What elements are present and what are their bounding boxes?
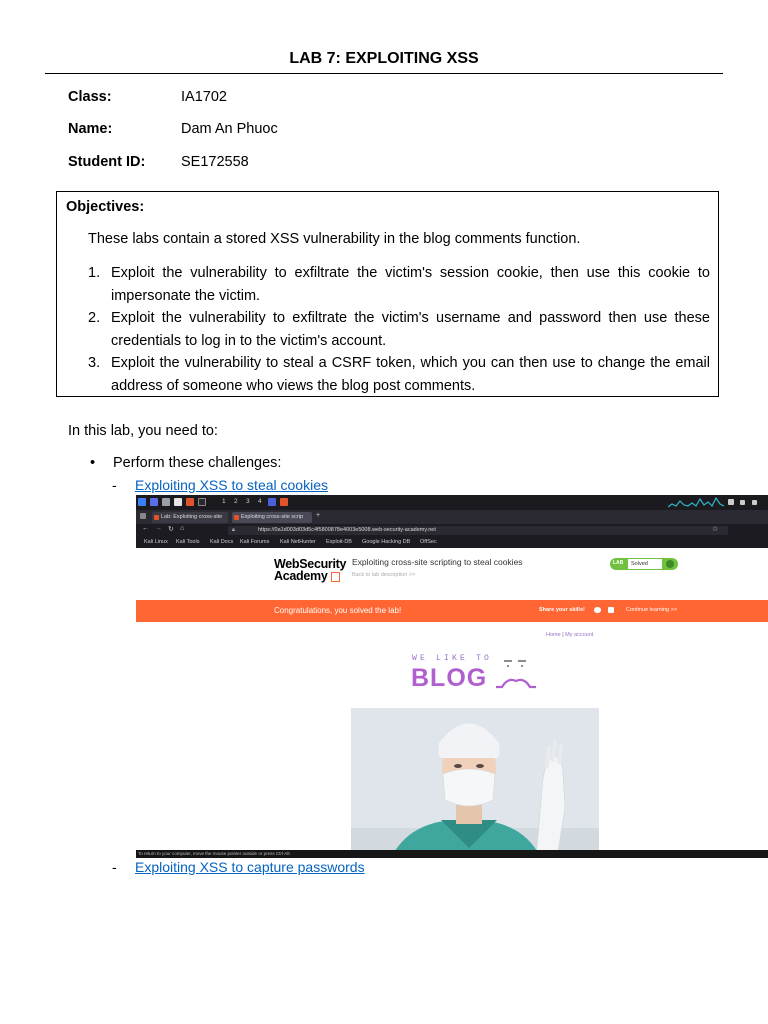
vm-status-hint: To return to your computer, move the mouse pointer outside or press Ctrl-Alt. xyxy=(136,850,768,858)
lab-screenshot xyxy=(136,495,768,858)
back-to-description-link[interactable]: Back to lab description >> xyxy=(352,572,416,578)
firefox-task-icon[interactable] xyxy=(280,498,288,506)
site-nav xyxy=(546,632,593,638)
tab-label: Lab: Exploiting cross-site xyxy=(161,514,223,520)
tab-list-icon[interactable] xyxy=(140,513,146,519)
bookmark-google-hacking-db[interactable]: Google Hacking DB xyxy=(362,539,411,545)
objectives-list xyxy=(88,262,710,397)
nav-my-account-link[interactable]: My account xyxy=(565,632,594,638)
lock-icon: 🔒︎ xyxy=(232,527,235,533)
blog-wordmark: BLOG xyxy=(411,664,488,692)
info-value: IA1702 xyxy=(181,89,227,105)
objective-text: Exploit the vulnerability to steal a CSRF token, which you can then use to change the email address of someone who views the blog post comments. xyxy=(111,355,710,394)
browser-tab-bar xyxy=(136,510,768,524)
blog-post-image xyxy=(351,708,599,858)
logo-line2 xyxy=(274,570,346,582)
dash-marker: - xyxy=(112,477,117,493)
power-icon[interactable] xyxy=(752,500,757,505)
forward-icon[interactable]: → xyxy=(155,525,162,532)
congrats-banner xyxy=(136,600,768,622)
kali-menu-icon[interactable] xyxy=(138,498,146,506)
bookmark-offsec[interactable]: OffSec xyxy=(420,539,437,545)
terminal-icon[interactable] xyxy=(198,498,206,506)
linkedin-icon[interactable] xyxy=(608,607,614,613)
academy-bolt-icon xyxy=(331,572,340,582)
firefox-icon[interactable] xyxy=(186,498,194,506)
title-divider xyxy=(45,73,723,74)
bookmarks-bar xyxy=(136,537,768,548)
congrats-message: Congratulations, you solved the lab! xyxy=(274,606,402,615)
home-icon[interactable]: ⌂ xyxy=(180,525,185,532)
burp-icon[interactable] xyxy=(268,498,276,506)
bookmark-star-icon[interactable]: ☆ xyxy=(712,526,719,533)
blog-face-icon xyxy=(494,659,538,693)
objective-text: Exploit the vulnerability to exfiltrate the victim's username and password then use these credentials to log in to the victim's account. xyxy=(111,310,710,349)
info-key: Class: xyxy=(68,89,112,105)
objective-number: 2. xyxy=(88,310,101,326)
objectives-intro: These labs contain a stored XSS vulnerability in the blog comments function. xyxy=(88,231,581,247)
bookmark-kali-tools[interactable]: Kali Tools xyxy=(176,539,200,545)
lab-status-badge xyxy=(610,558,678,570)
back-icon[interactable]: ← xyxy=(142,525,149,532)
browser-nav-bar xyxy=(136,524,768,537)
tab-exploit[interactable] xyxy=(232,512,312,523)
bullet-text: Perform these challenges: xyxy=(113,455,282,471)
flask-icon xyxy=(666,560,674,568)
objectives-box xyxy=(56,191,719,397)
bookmark-exploit-db[interactable]: Exploit-DB xyxy=(326,539,352,545)
objective-number: 3. xyxy=(88,355,101,371)
workspace-4[interactable]: 4 xyxy=(258,498,262,505)
url-text: https://0a1d003d03d5c4f5800878e4003e5008.web-security-academy.net xyxy=(258,527,436,533)
tab-label: Exploiting cross-site scrip xyxy=(241,514,304,520)
url-bar[interactable] xyxy=(228,526,728,535)
objectives-heading: Objectives: xyxy=(66,199,145,215)
lab-badge-label: LAB xyxy=(613,560,624,566)
objective-text: Exploit the vulnerability to exfiltrate the victim's session cookie, then use this cookie to impersonate the victim. xyxy=(111,265,710,304)
reload-icon[interactable]: ↻ xyxy=(168,526,174,533)
workspace-2[interactable]: 2 xyxy=(234,498,238,505)
link-capture-passwords[interactable]: Exploiting XSS to capture passwords xyxy=(135,859,365,875)
lab-title: Exploiting cross-site scripting to steal cookies xyxy=(352,557,523,567)
logo-line2-text: Academy xyxy=(274,569,328,583)
lab-lead-text: In this lab, you need to: xyxy=(68,423,218,439)
bookmark-kali-nethunter[interactable]: Kali NetHunter xyxy=(280,539,316,545)
bullet-dot-icon: • xyxy=(90,455,96,471)
blog-tagline: WE LIKE TO xyxy=(412,654,493,663)
objective-number: 1. xyxy=(88,265,101,281)
document-icon[interactable] xyxy=(174,498,182,506)
link-steal-cookies[interactable]: Exploiting XSS to steal cookies xyxy=(135,477,328,493)
network-graph-icon xyxy=(668,497,726,508)
portswigger-icon xyxy=(234,515,239,520)
objective-item xyxy=(88,352,710,397)
websecurity-academy-logo[interactable] xyxy=(274,558,346,582)
info-key: Student ID: xyxy=(68,154,146,170)
objective-item xyxy=(88,307,710,352)
os-taskbar xyxy=(136,495,768,510)
app-icon[interactable] xyxy=(150,498,158,506)
bookmark-kali-forums[interactable]: Kali Forums xyxy=(240,539,270,545)
tab-lab[interactable] xyxy=(152,512,228,523)
workspace-1[interactable]: 1 xyxy=(222,498,226,505)
share-label: Share your skills! xyxy=(539,607,585,613)
nurse-photo-icon xyxy=(351,708,599,858)
page-title: LAB 7: EXPLOITING XSS xyxy=(289,50,479,67)
dash-marker: - xyxy=(112,859,117,875)
workspace-3[interactable]: 3 xyxy=(246,498,250,505)
bookmark-kali-docs[interactable]: Kali Docs xyxy=(210,539,234,545)
files-icon[interactable] xyxy=(162,498,170,506)
lab-status-text: Solved xyxy=(628,559,662,569)
screen-icon[interactable] xyxy=(728,499,734,505)
info-key: Name: xyxy=(68,121,113,137)
bookmark-kali-linux[interactable]: Kali Linux xyxy=(144,539,168,545)
logo-line1: WebSecurity xyxy=(274,557,347,571)
nav-home-link[interactable]: Home xyxy=(546,632,561,638)
portswigger-icon xyxy=(154,515,159,520)
new-tab-button[interactable]: + xyxy=(316,512,321,519)
info-value: SE172558 xyxy=(181,154,249,170)
nav-separator: | xyxy=(562,632,564,638)
volume-icon[interactable] xyxy=(740,500,745,505)
twitter-icon[interactable] xyxy=(594,607,601,613)
info-value: Dam An Phuoc xyxy=(181,121,278,137)
continue-learning-link[interactable]: Continue learning >> xyxy=(626,607,678,613)
objective-item xyxy=(88,262,710,307)
web-page xyxy=(136,548,768,850)
